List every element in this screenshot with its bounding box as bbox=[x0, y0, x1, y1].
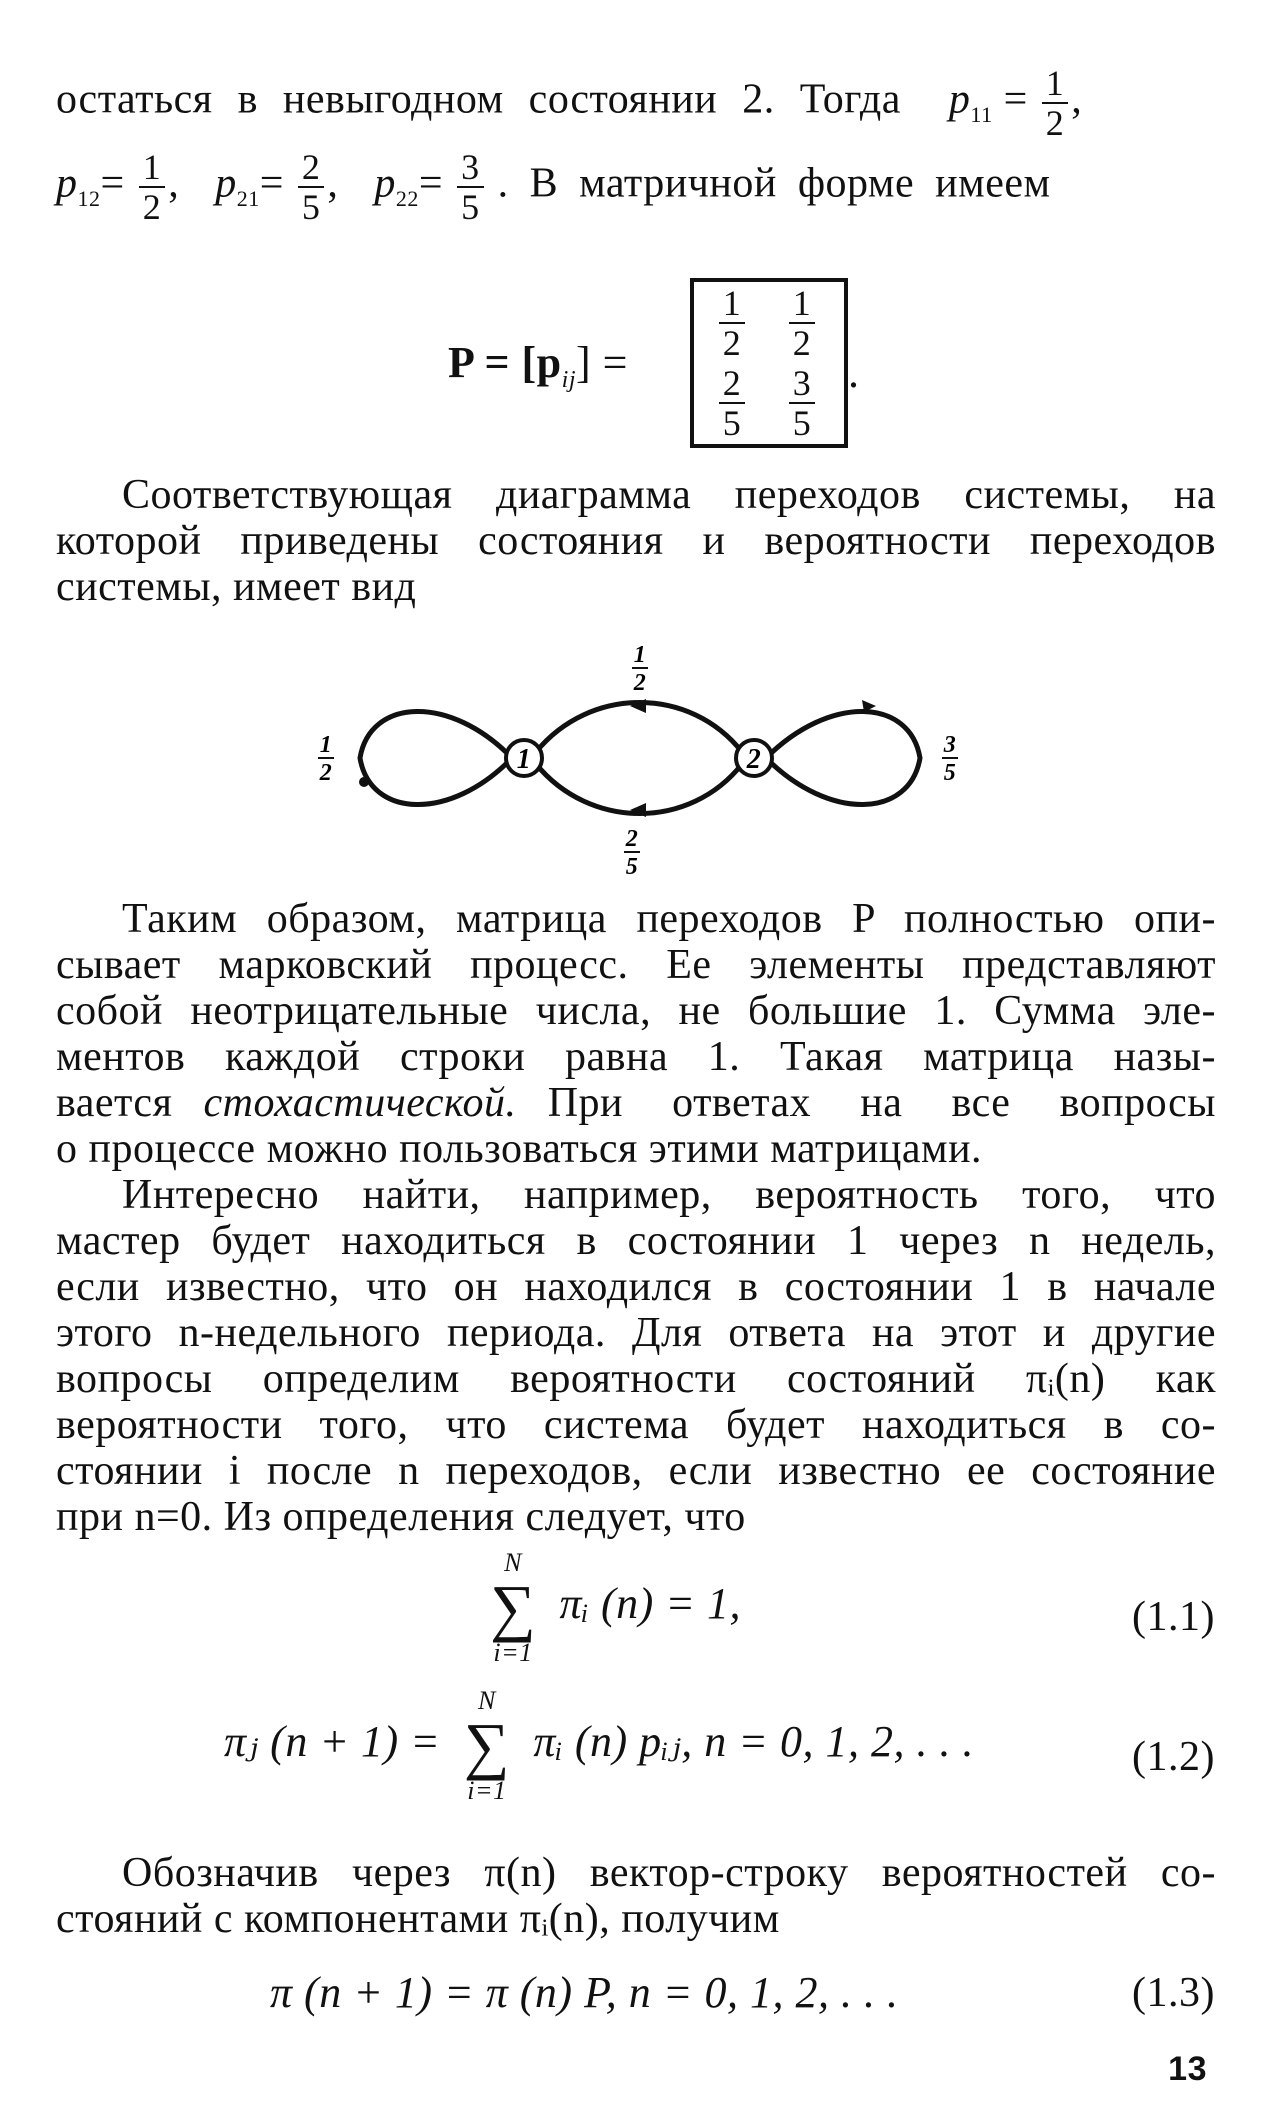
p12-subscript: 12 bbox=[77, 186, 101, 212]
para3-line-7: стоянии i после n переходов, если известно ее состояние bbox=[56, 1448, 1216, 1494]
para1-line-2: которой приведены состояния и вероятности переходов bbox=[56, 518, 1216, 564]
para3-line-3: если известно, что он находился в состоянии 1 в начале bbox=[56, 1264, 1216, 1310]
para1-line-3: системы, имеет вид bbox=[56, 564, 417, 610]
fraction-p22: $\frac{3}{5}$ bbox=[457, 148, 484, 226]
prob-left-den: 2 bbox=[319, 760, 333, 786]
para2-line-1: Таким образом, матрица переходов P полностью опи- bbox=[122, 896, 1216, 942]
para2-line-6: о процессе можно пользоваться этими матрицами. bbox=[56, 1126, 983, 1172]
para3-line-2: мастер будет находиться в состоянии 1 через n недель, bbox=[56, 1218, 1216, 1264]
equation-1-3: π (n + 1) = π (n) P, n = 0, 1, 2, . . . bbox=[270, 1968, 899, 2017]
transition-matrix bbox=[690, 278, 848, 448]
para1-line-1: Соответствующая диаграмма переходов системы, на bbox=[122, 472, 1216, 518]
line2-tail: . В матричной форме имеем bbox=[497, 160, 1051, 207]
prob-right-num: 3 bbox=[943, 732, 957, 758]
prob-bottom-den: 5 bbox=[625, 854, 639, 876]
self-loop-1 bbox=[360, 711, 512, 804]
prob-left-num: 1 bbox=[319, 732, 333, 758]
page-number: 13 bbox=[1168, 2050, 1207, 2088]
matrix-cell-22: $\frac{3}{5}$ bbox=[774, 364, 830, 442]
state-transition-diagram bbox=[300, 636, 1000, 876]
p22-subscript: 22 bbox=[395, 186, 419, 212]
para2-line-4: ментов каждой строки равна 1. Такая матрица назы- bbox=[56, 1034, 1216, 1080]
para4-line-1: Обозначив через π(n) вектор-строку вероятностей со- bbox=[122, 1850, 1216, 1896]
equation-number-1-2: (1.2) bbox=[1132, 1734, 1215, 1780]
text-line-2: $p_{12}=$ $\frac{1}{2}$ , $p_{21}=$ $\frac{2}{5}$ , $p_{22}=$ $\frac{3}{5}$ . В матричной форме имеем bbox=[56, 147, 1051, 227]
sum-symbol-2: N ∑ i=1 bbox=[463, 1686, 510, 1805]
para3-line-1: Интересно найти, например, вероятность того, что bbox=[122, 1172, 1216, 1218]
para3-line-4: этого n-недельного периода. Для ответа на этот и другие bbox=[56, 1310, 1216, 1356]
fraction-p12: $\frac{1}{2}$ bbox=[139, 148, 166, 226]
para3-line-8: при n=0. Из определения следует, что bbox=[56, 1494, 746, 1540]
para2-line-2: сывает марковский процесс. Ее элементы представляют bbox=[56, 942, 1216, 988]
matrix-cell-21: $\frac{2}{5}$ bbox=[704, 364, 760, 442]
prob-top-den: 2 bbox=[633, 670, 647, 696]
sum-symbol-1: N ∑ i=1 bbox=[489, 1548, 537, 1667]
matrix-dot: . bbox=[848, 348, 860, 397]
equation-number-1-3: (1.3) bbox=[1132, 1970, 1215, 2016]
p11-subscript: 11 bbox=[970, 102, 993, 128]
equation-1-2: πⱼ (n + 1) = N ∑ i=1 πᵢ (n) pᵢⱼ, n = 0, 1, 2, . . . bbox=[224, 1686, 974, 1805]
state-label-1: 1 bbox=[516, 744, 532, 775]
para2-line-5: вается стохастической. При ответах на все вопросы bbox=[56, 1080, 1216, 1126]
para2-line-3: собой неотрицательные числа, не большие 1. Сумма эле- bbox=[56, 988, 1216, 1034]
state-label-2: 2 bbox=[746, 744, 762, 775]
para3-line-5: вопросы определим вероятности состояний πᵢ(n) как bbox=[56, 1356, 1216, 1402]
p21-subscript: 21 bbox=[236, 186, 260, 212]
prob-right-den: 5 bbox=[943, 760, 957, 786]
equation-1-1: N ∑ i=1 πᵢ (n) = 1, bbox=[478, 1548, 741, 1668]
line1-text: остаться в невыгодном состоянии 2. Тогда bbox=[56, 76, 901, 123]
fraction-p11: $\frac{1}{2}$ bbox=[1042, 64, 1069, 142]
self-loop-1-arrowhead bbox=[359, 777, 369, 787]
para4-line-2: стояний с компонентами πᵢ(n), получим bbox=[56, 1896, 780, 1942]
prob-bottom-num: 2 bbox=[625, 826, 639, 852]
matrix-cell-11: $\frac{1}{2}$ bbox=[704, 284, 760, 362]
matrix-equation-lhs: $P = [p_{ij}]$ = bbox=[448, 338, 628, 393]
text-line-1: остаться в невыгодном состоянии 2. Тогда $p_{11}$ = $\frac{1}{2}$ , bbox=[56, 63, 1083, 143]
equals-sign: = bbox=[1003, 76, 1028, 123]
fraction-p21: $\frac{2}{5}$ bbox=[298, 148, 325, 226]
prob-top-num: 1 bbox=[633, 642, 647, 668]
p11-symbol: p bbox=[948, 76, 971, 123]
matrix-cell-12: $\frac{1}{2}$ bbox=[774, 284, 830, 362]
stochastic-term: стохастической. bbox=[203, 1080, 517, 1126]
equation-number-1-1: (1.1) bbox=[1132, 1594, 1215, 1640]
para3-line-6: вероятности того, что система будет находиться в со- bbox=[56, 1402, 1216, 1448]
self-loop-2 bbox=[766, 711, 920, 804]
